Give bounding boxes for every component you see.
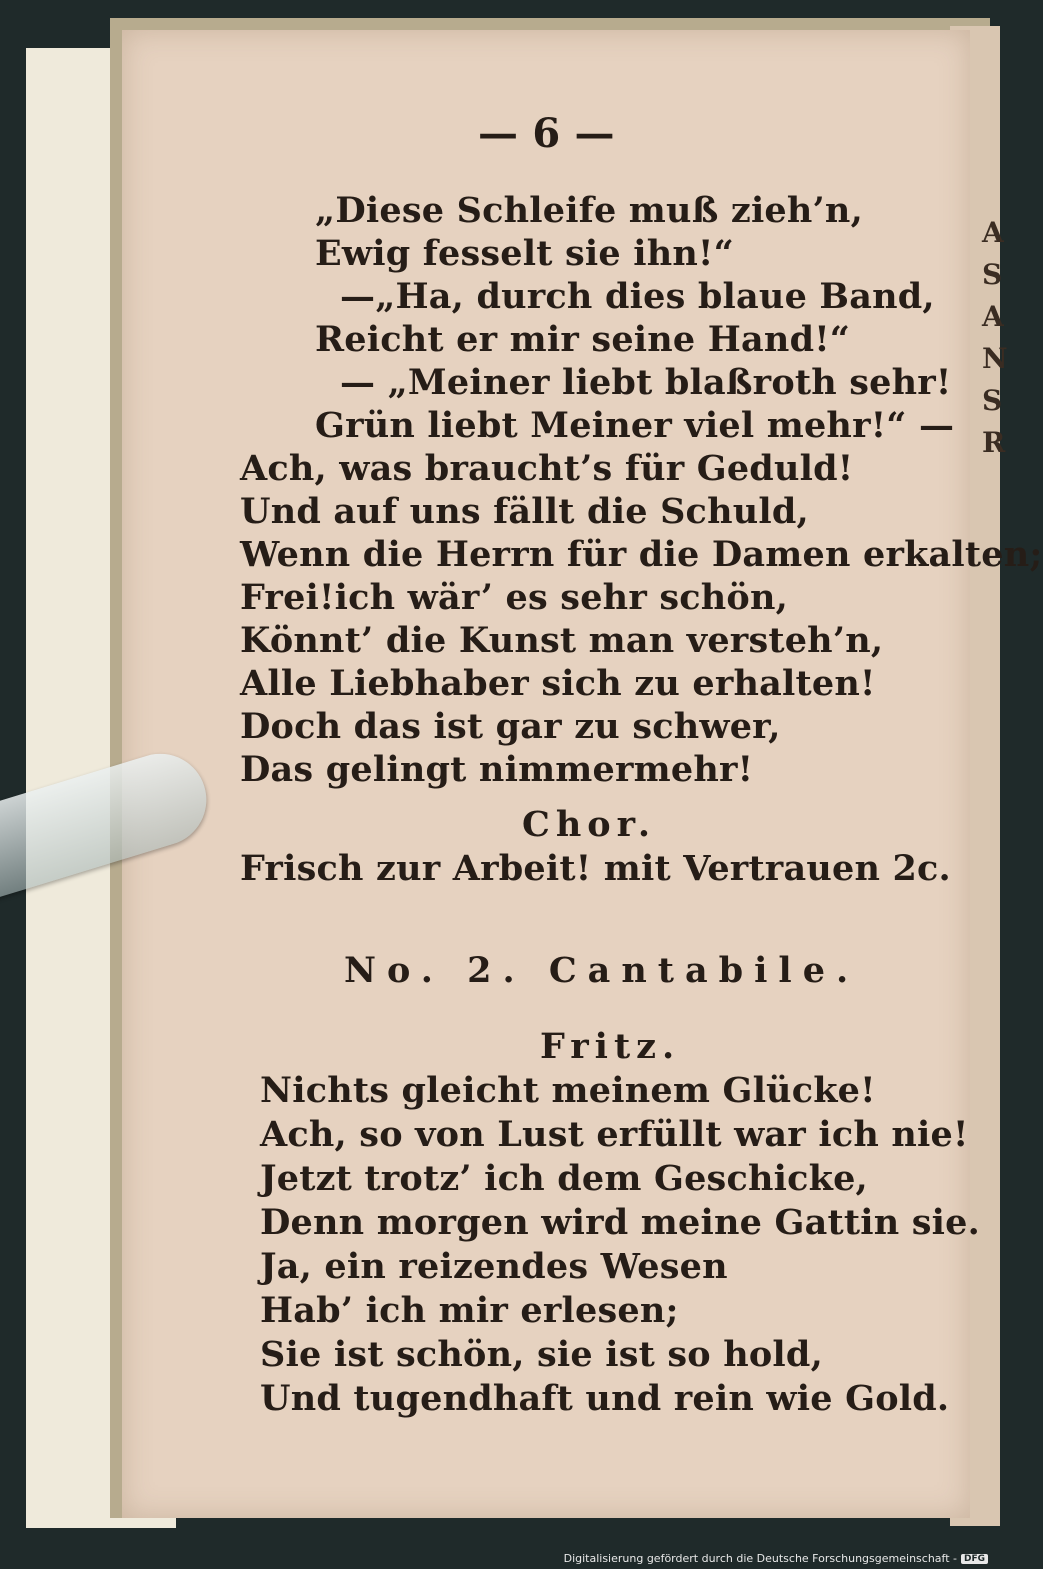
verse-line: Grün liebt Meiner viel mehr!“ —: [315, 405, 955, 446]
verse-line: Ja, ein reizendes Wesen: [260, 1246, 728, 1287]
facing-page-fragment: S: [982, 384, 1003, 417]
verse-line: „Diese Schleife muß zieh’n,: [315, 190, 863, 231]
section-heading: No. 2. Cantabile.: [344, 950, 860, 991]
book-page: [122, 30, 1043, 1518]
verse-line: Und tugendhaft und rein wie Gold.: [260, 1378, 950, 1419]
verse-line: Doch das ist gar zu schwer,: [240, 706, 781, 747]
verse-line: —„Ha, durch dies blaue Band,: [340, 276, 935, 317]
verse-line: Sie ist schön, sie ist so hold,: [260, 1334, 823, 1375]
facing-page-fragment: S: [982, 258, 1003, 291]
footer-credit: [564, 1552, 988, 1565]
verse-line: Hab’ ich mir erlesen;: [260, 1290, 679, 1331]
verse-line: Ach, was braucht’s für Geduld!: [240, 448, 854, 489]
facing-page-fragment: A: [982, 216, 1004, 249]
verse-line: Alle Liebhaber sich zu erhalten!: [240, 663, 876, 704]
page-number: — 6 —: [478, 110, 615, 157]
chor-heading: Chor.: [522, 804, 657, 845]
facing-page-fragment: N: [982, 342, 1008, 375]
verse-line: Könnt’ die Kunst man versteh’n,: [240, 620, 884, 661]
facing-page-fragment: R: [982, 426, 1006, 459]
verse-line: Und auf uns fällt die Schuld,: [240, 491, 809, 532]
verse-line: Ach, so von Lust erfüllt war ich nie!: [260, 1114, 969, 1155]
facing-page-fragment: A: [982, 300, 1004, 333]
verse-line: Jetzt trotz’ ich dem Geschicke,: [260, 1158, 868, 1199]
verse-line: Frei!ich wär’ es sehr schön,: [240, 577, 788, 618]
dfg-logo-icon: DFG: [961, 1554, 988, 1564]
verse-line: Wenn die Herrn für die Damen erkalten;: [240, 534, 1043, 575]
verse-line: Das gelingt nimmermehr!: [240, 749, 754, 790]
footer-text: Digitalisierung gefördert durch die Deutsche Forschungsgemeinschaft -: [563, 1552, 957, 1565]
verse-line: — „Meiner liebt blaßroth sehr!: [340, 362, 952, 403]
verse-line: Ewig fesselt sie ihn!“: [315, 233, 734, 274]
chor-line: Frisch zur Arbeit! mit Vertrauen 2c.: [240, 848, 951, 889]
verse-line: Reicht er mir seine Hand!“: [315, 319, 851, 360]
speaker-name: Fritz.: [540, 1026, 681, 1067]
verse-line: Nichts gleicht meinem Glücke!: [260, 1070, 876, 1111]
verse-line: Denn morgen wird meine Gattin sie.: [260, 1202, 980, 1243]
